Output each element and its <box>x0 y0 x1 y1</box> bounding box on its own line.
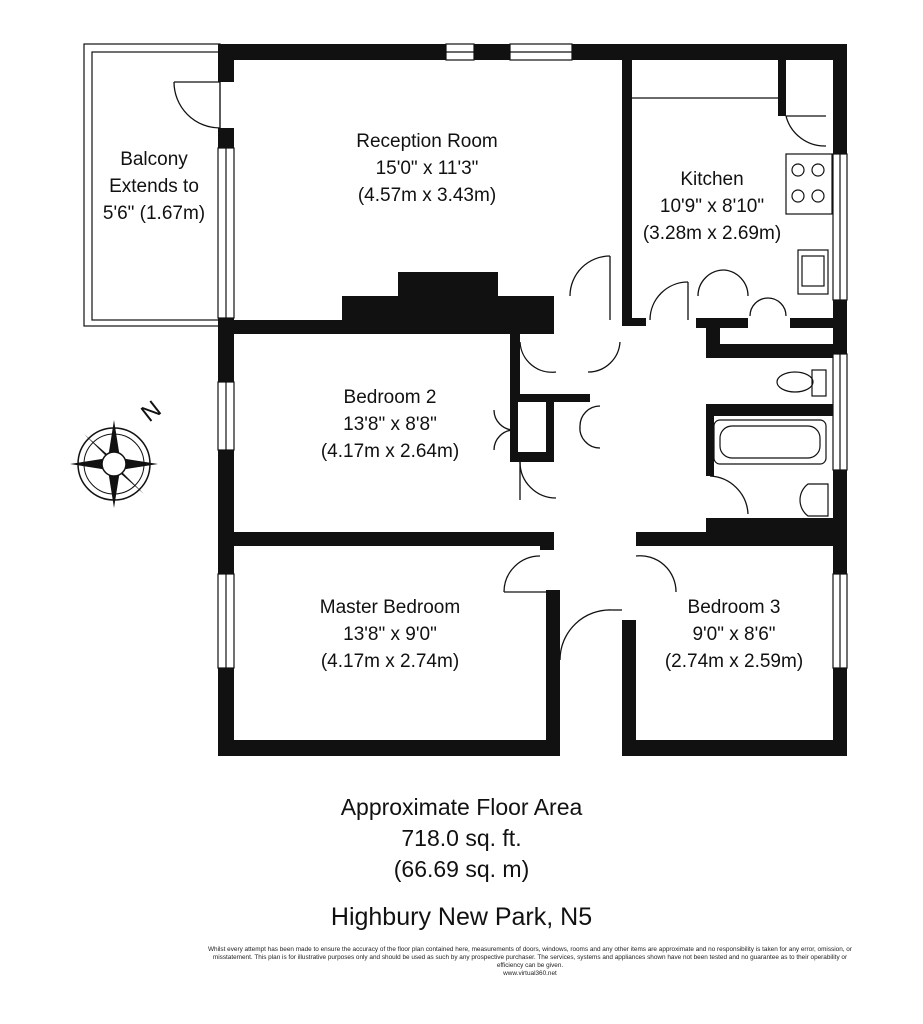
floor-area-sqft: 718.0 sq. ft. <box>401 825 522 851</box>
compass-north-label: N <box>136 395 167 428</box>
room-imperial: 15'0" x 11'3" <box>375 158 479 179</box>
balcony-line-3: 5'6" (1.67m) <box>102 203 206 224</box>
compass-rose-icon <box>70 420 158 508</box>
balcony-line-1: Balcony <box>120 149 188 170</box>
balcony-line-2: Extends to <box>109 176 199 197</box>
room-name: Bedroom 2 <box>343 387 437 408</box>
room-label-bedroom-2 <box>276 384 504 465</box>
room-label-balcony <box>88 146 220 227</box>
hob-icon <box>786 154 832 214</box>
floor-area-sqm: (66.69 sq. m) <box>393 856 530 882</box>
disclaimer-text: Whilst every attempt has been made to ensure the accuracy of the floor plan contained here, measurements of doors, windows, rooms and any other items are approximate and no responsibility is taken for any error, omission, or misstatement. This plan is for illustrative purposes only and should be used as such by any prospective purchaser. The services, systems and appliances shown have not been tested and no guarantee as to their operability or efficiency can be given. <box>207 946 852 969</box>
room-metric: (2.74m x 2.59m) <box>664 651 804 672</box>
room-label-kitchen <box>632 166 792 247</box>
room-name: Bedroom 3 <box>687 597 781 618</box>
room-name: Kitchen <box>680 169 744 190</box>
room-metric: (4.57m x 3.43m) <box>357 185 497 206</box>
room-imperial: 10'9" x 8'10" <box>659 196 765 217</box>
room-label-reception <box>300 128 554 209</box>
basin-icon <box>800 484 828 516</box>
property-address: Highbury New Park, N5 <box>330 903 593 931</box>
room-imperial: 13'8" x 8'8" <box>343 414 437 435</box>
room-metric: (4.17m x 2.74m) <box>320 651 460 672</box>
bathroom-fixtures <box>714 370 828 516</box>
room-name: Master Bedroom <box>319 597 461 618</box>
disclaimer-url: www.virtual360.net <box>503 970 557 977</box>
room-imperial: 9'0" x 8'6" <box>692 624 776 645</box>
kitchen-fixtures <box>786 154 832 294</box>
room-name: Reception Room <box>356 131 498 152</box>
floor-area-summary <box>0 792 923 885</box>
floor-area-heading: Approximate Floor Area <box>340 794 583 820</box>
room-metric: (4.17m x 2.64m) <box>320 441 460 462</box>
room-imperial: 13'8" x 9'0" <box>343 624 437 645</box>
room-metric: (3.28m x 2.69m) <box>642 223 782 244</box>
room-label-master-bedroom <box>276 594 504 675</box>
room-label-bedroom-3 <box>636 594 832 675</box>
toilet-icon <box>777 372 813 392</box>
disclaimer <box>200 946 860 978</box>
